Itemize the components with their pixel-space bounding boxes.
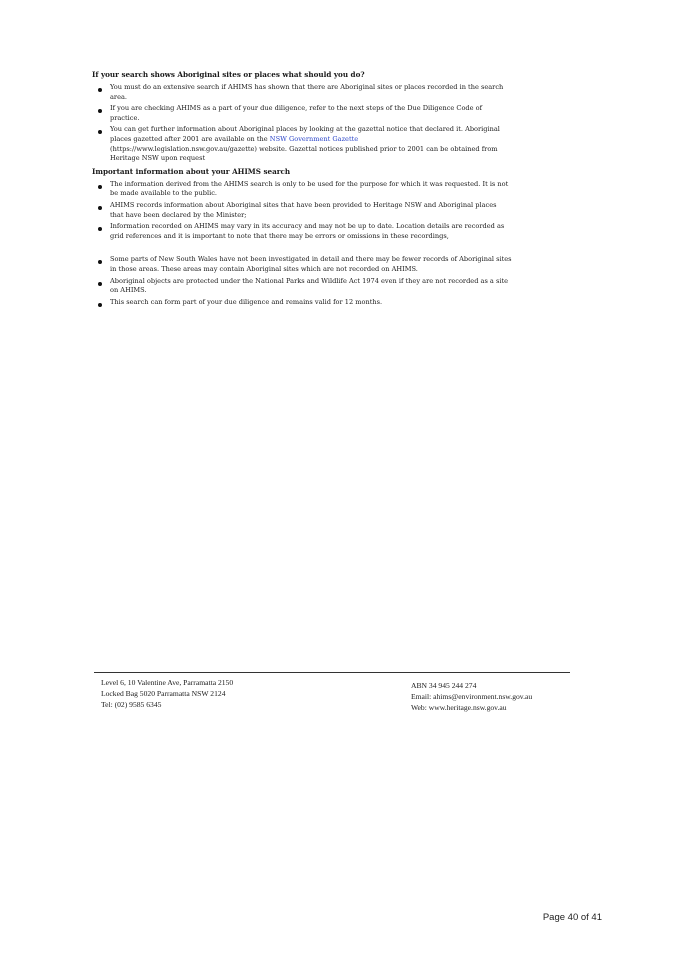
- bullet-icon: [98, 185, 102, 189]
- list-item: You can get further information about Aboriginal places by looking at the gazettal notice that declared it. Aboriginal places gazetted after 2001 are available on the NSW Government Gazette (https://www.legislation.nsw.gov.au/gazette) website. Gazettal notices published prior to 2001 can be obtained from Heritage NSW upon request: [92, 125, 512, 163]
- bullet-icon: [98, 206, 102, 210]
- page-number: Page 40 of 41: [542, 912, 602, 923]
- bullet-icon: [98, 260, 102, 264]
- footer-address-line: Level 6, 10 Valentine Ave, Parramatta 2150: [101, 678, 234, 687]
- bullet-icon: [98, 282, 102, 286]
- bullet-list-aboriginal-sites: [92, 83, 512, 164]
- bullet-icon: [98, 303, 102, 307]
- list-item: Information recorded on AHIMS may vary in its accuracy and may not be up to date. Location details are recorded as grid references and it is important to note that there may be errors or omissions in these recordings,: [92, 222, 512, 241]
- list-item: Some parts of New South Wales have not been investigated in detail and there may be fewer records of Aboriginal sites in those areas. These areas may contain Aboriginal sites which are not recorded on AHIMS.: [92, 255, 512, 274]
- footer-divider: [94, 672, 570, 673]
- list-item: You must do an extensive search if AHIMS has shown that there are Aboriginal sites or places recorded in the search area.: [92, 83, 512, 102]
- footer-abn: ABN 34 945 244 274: [411, 681, 477, 690]
- list-item: Aboriginal objects are protected under the National Parks and Wildlife Act 1974 even if they are not recorded as a site on AHIMS.: [92, 277, 512, 296]
- footer-web: Web: www.heritage.nsw.gov.au: [411, 703, 507, 712]
- nsw-gazette-link[interactable]: NSW Government Gazette: [269, 134, 359, 143]
- footer-address-line: Locked Bag 5020 Parramatta NSW 2124: [101, 689, 226, 698]
- bullet-icon: [98, 227, 102, 231]
- bullet-icon: [98, 88, 102, 92]
- page-content: [92, 70, 512, 310]
- bullet-icon: [98, 130, 102, 134]
- list-item: AHIMS records information about Aboriginal sites that have been provided to Heritage NSW and Aboriginal places that have been declared by the Minister;: [92, 201, 512, 220]
- footer-phone: Tel: (02) 9585 6345: [101, 700, 162, 709]
- footer-address: [101, 677, 233, 710]
- list-item: If you are checking AHIMS as a part of your due diligence, refer to the next steps of the Due Diligence Code of practice.: [92, 104, 512, 123]
- bullet-icon: [98, 109, 102, 113]
- bullet-list-important-info: [92, 180, 512, 308]
- footer-email: Email: ahims@environment.nsw.gov.au: [411, 692, 533, 701]
- section-heading-aboriginal-sites: If your search shows Aboriginal sites or places what should you do?: [92, 70, 365, 79]
- section-heading-important-info: Important information about your AHIMS search: [92, 166, 291, 176]
- list-item: The information derived from the AHIMS search is only to be used for the purpose for which it was requested. It is not be made available to the public.: [92, 180, 512, 199]
- list-item: This search can form part of your due diligence and remains valid for 12 months.: [92, 298, 512, 308]
- footer-contact: [411, 680, 532, 713]
